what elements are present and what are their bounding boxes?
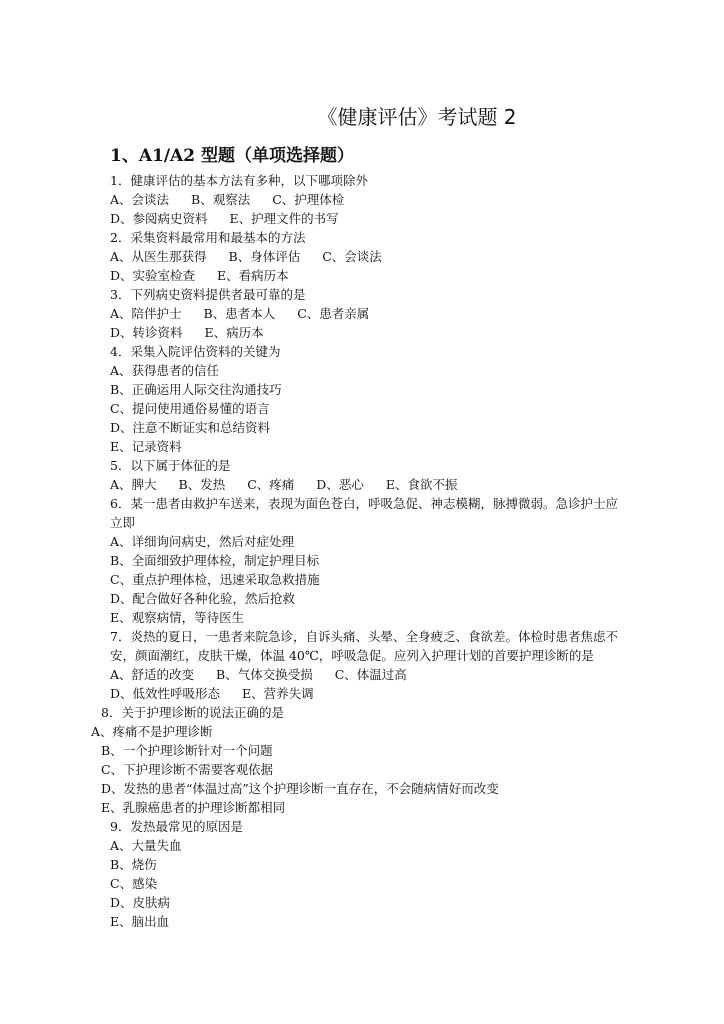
- option-row: [110, 589, 622, 608]
- question-8: [91, 703, 622, 817]
- answer-option: E、看病历本: [217, 268, 289, 283]
- answer-option: D、皮肤病: [110, 895, 171, 910]
- answer-option: B、一个护理诊断针对一个问题: [101, 743, 273, 758]
- question-text: 8．关于护理诊断的说法正确的是: [101, 705, 284, 720]
- option-row: [110, 912, 622, 931]
- option-row: [110, 665, 622, 684]
- section-heading: 1、A1/A2 型题（单项选择题）: [110, 146, 354, 166]
- answer-option: A、疼痛不是护理诊断: [91, 724, 213, 739]
- answer-option: E、观察病情，等待医生: [110, 610, 245, 625]
- answer-option: E、记录资料: [110, 439, 182, 454]
- answer-option: B、观察法: [191, 192, 251, 207]
- answer-option: D、注意不断证实和总结资料: [110, 420, 271, 435]
- question-6: [110, 494, 622, 627]
- option-row: [110, 893, 622, 912]
- answer-option: E、病历本: [204, 325, 264, 340]
- answer-option: C、感染: [110, 876, 158, 891]
- answer-option: D、发热的患者“体温过高”这个护理诊断一直存在，不会随病情好而改变: [101, 781, 499, 796]
- option-row: [110, 874, 622, 893]
- option-row: [110, 380, 622, 399]
- question-text: 6．某一患者由救护车送来，表现为面色苍白，呼吸急促、神志模糊，脉搏微弱。急诊护士应立即: [110, 496, 618, 530]
- answer-option: E、食欲不振: [385, 477, 458, 492]
- option-row: [110, 323, 622, 342]
- option-row: [110, 266, 622, 285]
- question-text: 4．采集入院评估资料的关键为: [110, 344, 281, 359]
- answer-option: D、实验室检查: [110, 268, 196, 283]
- answer-option: A、脾大: [110, 477, 157, 492]
- question-9: [110, 817, 622, 931]
- question-text: 7．炎热的夏日，一患者来院急诊，自诉头痛、头晕、全身疲乏、食欲差。体检时患者焦虑不安，颜面潮红，皮肤干燥，体温 40℃，呼吸急促。应列入护理计划的首要护理诊断的是: [110, 629, 618, 663]
- answer-option: D、低效性呼吸形态: [110, 686, 221, 701]
- answer-option: B、患者本人: [203, 306, 276, 321]
- option-row: [110, 608, 622, 627]
- answer-option: C、会谈法: [322, 249, 382, 264]
- question-5: [110, 456, 622, 494]
- option-row: [110, 209, 622, 228]
- answer-option: D、转诊资料: [110, 325, 183, 340]
- answer-option: C、患者亲属: [297, 306, 370, 321]
- answer-option: C、提问使用通俗易懂的语言: [110, 401, 270, 416]
- question-text: 1．健康评估的基本方法有多种，以下哪项除外: [110, 173, 368, 188]
- question-text: 3．下列病史资料提供者最可靠的是: [110, 287, 306, 302]
- option-row: [110, 437, 622, 456]
- option-row: [110, 836, 622, 855]
- option-row: [101, 779, 622, 798]
- option-row: [110, 190, 622, 209]
- question-3: [110, 285, 622, 342]
- option-row: [110, 532, 622, 551]
- question-2: [110, 228, 622, 285]
- option-row: [110, 361, 622, 380]
- option-row: [101, 798, 622, 817]
- answer-option: B、烧伤: [110, 857, 157, 872]
- answer-option: C、护理体检: [272, 192, 345, 207]
- option-row: [110, 684, 622, 703]
- option-row: [110, 304, 622, 323]
- question-text: 2．采集资料最常用和最基本的方法: [110, 230, 306, 245]
- answer-option: E、乳腺癌患者的护理诊断都相同: [101, 800, 286, 815]
- question-text: 5．以下属于体征的是: [110, 458, 231, 473]
- answer-option: E、护理文件的书写: [229, 211, 339, 226]
- question-list: [91, 171, 622, 931]
- answer-option: C、重点护理体检，迅速采取急救措施: [110, 572, 320, 587]
- answer-option: B、正确运用人际交往沟通技巧: [110, 382, 282, 397]
- answer-option: B、气体交换受损: [216, 667, 313, 682]
- answer-option: E、营养失调: [242, 686, 314, 701]
- question-text: 9．发热最常见的原因是: [110, 819, 243, 834]
- option-row: [110, 399, 622, 418]
- question-7: [110, 627, 622, 703]
- answer-option: C、体温过高: [334, 667, 407, 682]
- option-row: [110, 551, 622, 570]
- answer-option: A、从医生那获得: [110, 249, 207, 264]
- answer-option: A、舒适的改变: [110, 667, 195, 682]
- answer-option: B、身体评估: [228, 249, 301, 264]
- option-row: [110, 855, 622, 874]
- answer-option: A、大量失血: [110, 838, 182, 853]
- document-title: 《健康评估》考试题 2: [317, 105, 517, 129]
- option-row: [110, 418, 622, 437]
- option-row: [101, 741, 622, 760]
- option-row: [110, 247, 622, 266]
- answer-option: C、下护理诊断不需要客观依据: [101, 762, 274, 777]
- answer-option: B、发热: [178, 477, 226, 492]
- option-row: [110, 475, 622, 494]
- answer-option: C、疼痛: [247, 477, 295, 492]
- answer-option: D、配合做好各种化验，然后抢救: [110, 591, 296, 606]
- answer-option: B、全面细致护理体检，制定护理目标: [110, 553, 320, 568]
- answer-option: A、获得患者的信任: [110, 363, 220, 378]
- answer-option: A、陪伴护士: [110, 306, 182, 321]
- question-1: [110, 171, 622, 228]
- option-row: [91, 722, 622, 741]
- option-row: [110, 570, 622, 589]
- answer-option: D、参阅病史资料: [110, 211, 208, 226]
- answer-option: A、详细询问病史，然后对症处理: [110, 534, 295, 549]
- question-4: [110, 342, 622, 456]
- answer-option: D、恶心: [316, 477, 364, 492]
- answer-option: A、会谈法: [110, 192, 170, 207]
- option-row: [101, 760, 622, 779]
- answer-option: E、脑出血: [110, 914, 170, 929]
